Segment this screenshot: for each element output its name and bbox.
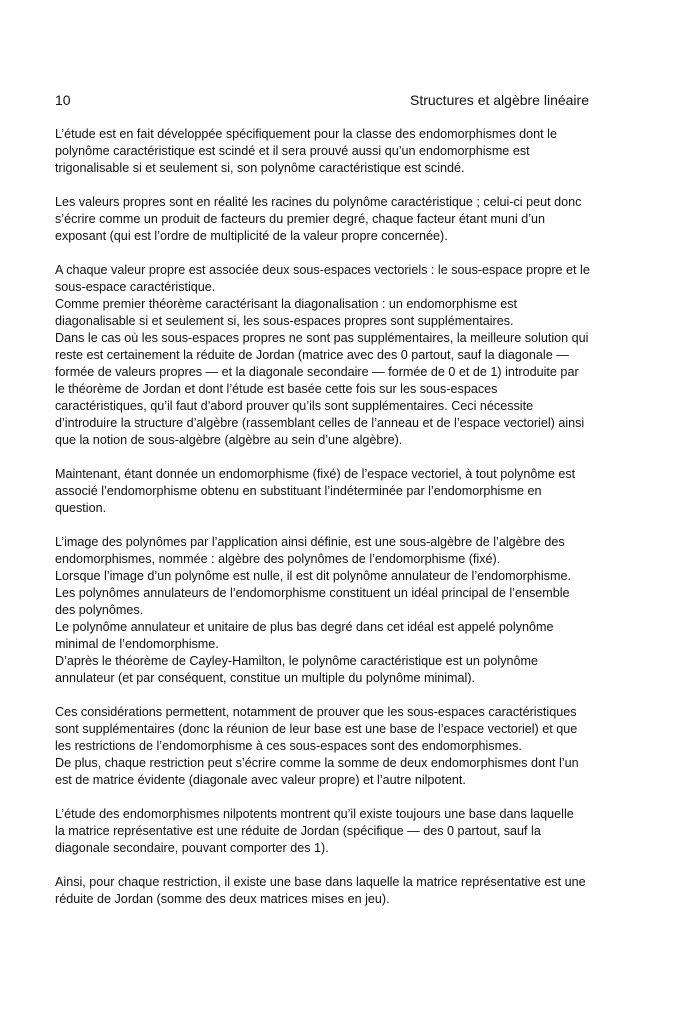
text-line: le théorème de Jordan et dont l’étude est basée cette fois sur les sous-espaces: [55, 382, 498, 396]
text-line: Comme premier théorème caractérisant la diagonalisation : un endomorphisme est: [55, 297, 517, 311]
text-line: L’étude est en fait développée spécifiquement pour la classe des endomorphismes dont le: [55, 127, 557, 141]
page-number: 10: [55, 92, 71, 108]
text-line: reste est certainement la réduite de Jordan (matrice avec des 0 partout, sauf la diagonale —: [55, 348, 569, 362]
text-line: minimal de l’endomorphisme.: [55, 637, 219, 651]
text-line: Lorsque l’image d’un polynôme est nulle, il est dit polynôme annulateur de l’endomorphisme.: [55, 569, 571, 583]
paragraph: [55, 534, 593, 687]
text-line: Maintenant, étant donnée un endomorphisme (fixé) de l’espace vectoriel, à tout polynôme est: [55, 467, 576, 481]
text-line: sous-espace caractéristique.: [55, 280, 216, 294]
text-line: diagonale secondaire, pouvant comporter des 1).: [55, 841, 329, 855]
paragraph: [55, 466, 593, 517]
text-line: que la notion de sous-algèbre (algèbre au sein d’une algèbre).: [55, 433, 403, 447]
text-line: les restrictions de l’endomorphisme à ces sous-espaces sont des endomorphismes.: [55, 739, 522, 753]
page-header: [55, 91, 589, 109]
paragraph: [55, 126, 593, 177]
text-line: s’écrire comme un produit de facteurs du premier degré, chaque facteur étant muni d’un: [55, 212, 546, 226]
text-line: Les polynômes annulateurs de l’endomorphisme constituent un idéal principal de l’ensemble: [55, 586, 570, 600]
running-title: Structures et algèbre linéaire: [410, 92, 589, 108]
text-line: exposant (qui est l’ordre de multiplicité de la valeur propre concernée).: [55, 229, 448, 243]
text-line: formée de valeurs propres — et la diagonale secondaire — formée de 0 et de 1) introduite par: [55, 365, 579, 379]
text-line: d’introduire la structure d’algèbre (rassemblant celles de l’anneau et de l’espace vectoriel) ainsi: [55, 416, 585, 430]
text-line: annulateur (et par conséquent, constitue un multiple du polynôme minimal).: [55, 671, 476, 685]
text-line: Ces considérations permettent, notamment de prouver que les sous-espaces caractéristiques: [55, 705, 577, 719]
paragraph: [55, 874, 593, 908]
text-line: endomorphismes, nommée : algèbre des polynômes de l’endomorphisme (fixé).: [55, 552, 501, 566]
text-line: Le polynôme annulateur et unitaire de plus bas degré dans cet idéal est appelé polynôme: [55, 620, 554, 634]
text-line: trigonalisable si et seulement si, son polynôme caractéristique est scindé.: [55, 161, 465, 175]
text-line: Les valeurs propres sont en réalité les racines du polynôme caractéristique ; celui-ci peut donc: [55, 195, 582, 209]
text-line: De plus, chaque restriction peut s’écrire comme la somme de deux endomorphismes dont l’un: [55, 756, 579, 770]
text-line: sont supplémentaires (donc la réunion de leur base est une base de l’espace vectoriel) et que: [55, 722, 578, 736]
text-line: Dans le cas où les sous-espaces propres ne sont pas supplémentaires, la meilleure solution qui: [55, 331, 589, 345]
paragraph: [55, 806, 593, 857]
body-text: [55, 126, 593, 925]
text-line: D’après le théorème de Cayley-Hamilton, le polynôme caractéristique est un polynôme: [55, 654, 538, 668]
text-line: L’étude des endomorphismes nilpotents montrent qu’il existe toujours une base dans laquelle: [55, 807, 574, 821]
text-line: associé l’endomorphisme obtenu en substituant l’indéterminée par l’endomorphisme en: [55, 484, 542, 498]
paragraph: [55, 704, 593, 789]
text-line: Ainsi, pour chaque restriction, il existe une base dans laquelle la matrice représentative est une: [55, 875, 586, 889]
text-line: des polynômes.: [55, 603, 144, 617]
text-line: la matrice représentative est une réduite de Jordan (spécifique — des 0 partout, sauf la: [55, 824, 541, 838]
text-line: question.: [55, 501, 107, 515]
text-line: réduite de Jordan (somme des deux matrices mises en jeu).: [55, 892, 390, 906]
text-line: L’image des polynômes par l’application ainsi définie, est une sous-algèbre de l’algèbre des: [55, 535, 565, 549]
paragraph: [55, 262, 593, 449]
paragraph: [55, 194, 593, 245]
text-line: polynôme caractéristique est scindé et il sera prouvé aussi qu’un endomorphisme est: [55, 144, 530, 158]
text-line: est de matrice évidente (diagonale avec valeur propre) et l’autre nilpotent.: [55, 773, 466, 787]
text-line: diagonalisable si et seulement si, les sous-espaces propres sont supplémentaires.: [55, 314, 514, 328]
text-line: caractéristiques, qu’il faut d’abord prouver qu’ils sont supplémentaires. Ceci nécessite: [55, 399, 534, 413]
text-line: A chaque valeur propre est associée deux sous-espaces vectoriels : le sous-espace propre et le: [55, 263, 590, 277]
